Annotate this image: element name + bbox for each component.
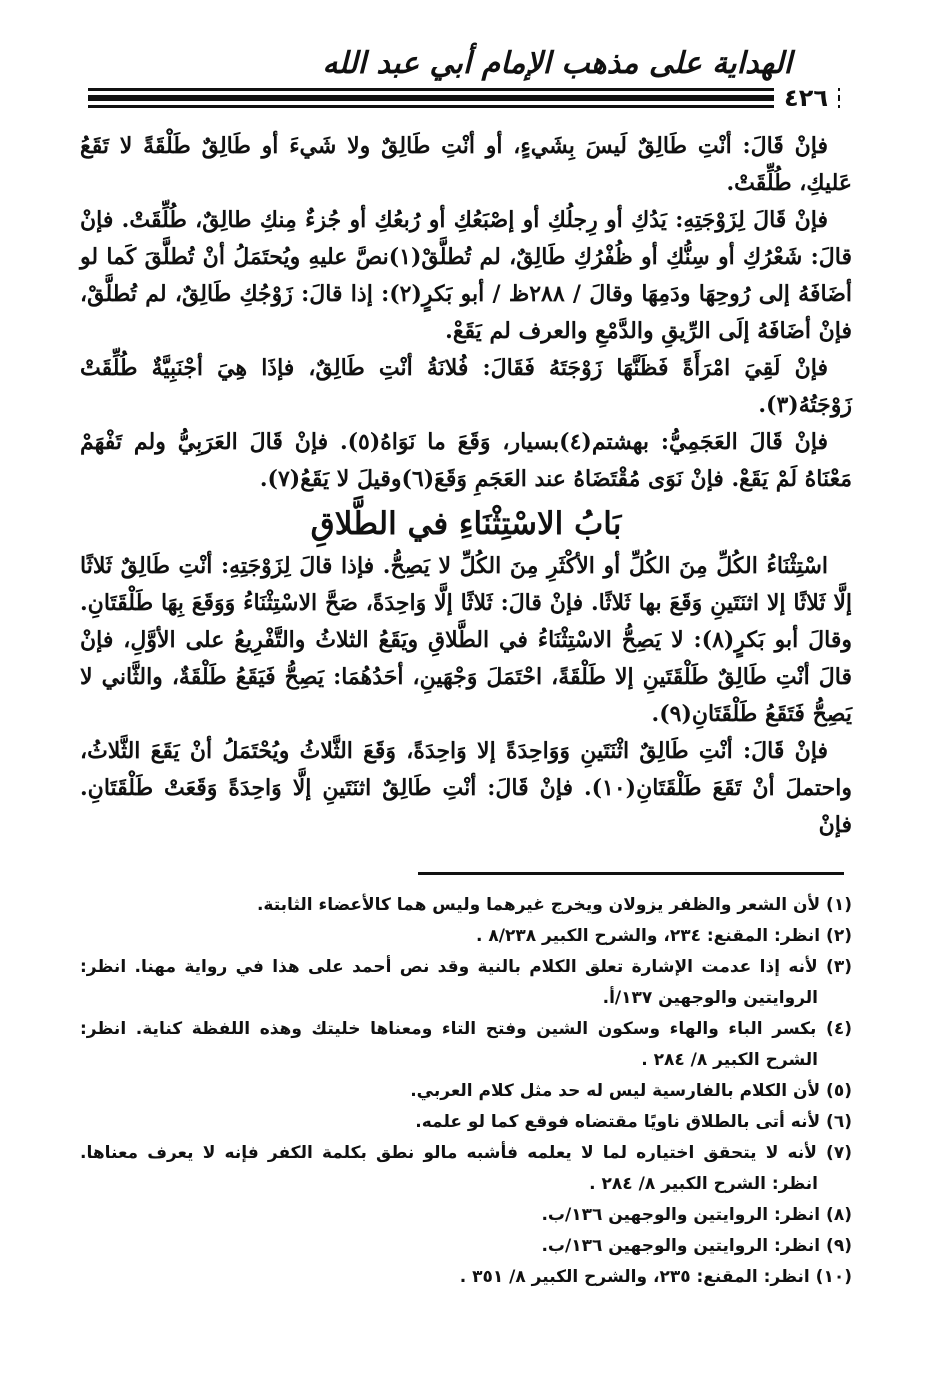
running-header-title: الهداية على مذهب الإمام أبي عبد الله	[322, 46, 792, 81]
footnote: (٣) لأنه إذا عدمت الإشارة تعلق الكلام بالنية وقد نص أحمد على هذا في رواية مهنا. انظر: الروايتين والوجهين ١٣٧/أ.	[80, 957, 852, 1008]
chapter-heading: بَابُ الاسْتِثْنَاءِ في الطَّلاقِ	[310, 506, 622, 542]
footnote: (٨) انظر: الروايتين والوجهين ١٣٦/ب.	[541, 1205, 852, 1225]
footnote: (٩) انظر: الروايتين والوجهين ١٣٦/ب.	[541, 1236, 852, 1256]
footnote: (٢) انظر: المقنع: ٢٣٤، والشرح الكبير ٨/٢٣٨ .	[476, 926, 852, 946]
footnote: (٥) لأن الكلام بالفارسية ليس له حد مثل كلام العربي.	[410, 1081, 852, 1101]
footnote: (١٠) انظر: المقنع: ٢٣٥، والشرح الكبير ٨/ ٣٥١ .	[459, 1267, 852, 1287]
footnote: (٧) لأنه لا يتحقق اختياره لما لا يعلمه فأشبه مالو نطق بكلمة الكفر فإنه لا يعرف معناها. انظر: الشرح الكبير ٨/ ٢٨٤ .	[80, 1143, 852, 1194]
footnote: (١) لأن الشعر والظفر يزولان ويخرج غيرهما وليس هما كالأعضاء الثابتة.	[256, 895, 852, 915]
page-number: ٤٢٦	[774, 84, 838, 112]
footnotes	[80, 890, 852, 1293]
paragraph: فإنْ قَالَ العَجَمِيُّ: بهشتم(٤)بسيار، وَقَعَ ما نَوَاهُ(٥). فإنْ قَالَ العَرَبِيُّ ولم تَفْهَمْ مَعْنَاهُ لَمْ يَقَعْ. فإنْ نَوَى مُقْتَضَاهُ عند العَجَمِ وَقَعَ(٦)وقيلَ لا يَقَعُ(٧).	[80, 429, 852, 492]
footnote: (٤) بكسر الباء والهاء وسكون الشين وفتح التاء ومعناها خليتك وهذه اللفظة كناية. انظر: الشرح الكبير ٨/ ٢٨٤ .	[80, 1019, 852, 1070]
header-rule-top	[88, 88, 840, 91]
footnote: (٦) لأنه أتى بالطلاق ناويًا مقتضاه فوقع كما لو علمه.	[415, 1112, 852, 1132]
header-rule-thick	[88, 95, 840, 101]
paragraph: اسْتِثْنَاءُ الكُلِّ مِنَ الكُلِّ أو الأكْثَرِ مِنَ الكُلِّ لا يَصِحُّ. فإذا قالَ لِزَوْجَتِهِ: أنْتِ طَالِقٌ ثَلاثًا إلَّا ثَلاثًا إلا اثنَتَينِ وَقَعَ بها ثَلاثًا. فإنْ قالَ: ثَلاثًا إلَّا وَاحِدَةً، صَحَّ الاسْتِثْنَاءُ وَوَقَعَ بِهَا طَلْقَتَانِ. وقالَ أبو بَكرٍ(٨): لا يَصِحُّ الاسْتِثْنَاءُ في الطَّلاقِ ويَقَعُ الثلاثُ والتَّفْرِيعُ على الأوَّلِ، فإنْ قالَ أنْتِ طَالِقٌ طَلْقَتَينِ إلا طَلْقَةً، احْتَمَلَ وَجْهَينِ، أحَدُهُمَا: يَصِحُّ فَيَقَعُ طَلْقَةٌ، والثَّاني لا يَصِحُّ فَتَقَعُ طَلْقَتَانِ(٩).	[80, 553, 852, 727]
paragraph: فإنْ لَقِيَ امْرَأَةً فَظَنَّهَا زَوْجَتَهُ فَقَالَ: فُلانَةُ أنْتِ طَالِقٌ، فإذَا هِيَ أجْنَبِيَّةٌ طُلِّقَتْ زَوْجَتُهُ(٣).	[80, 355, 852, 418]
paragraph: فإنْ قَالَ: أنْتِ طَالِقٌ لَيسَ بِشَيءٍ، أو أنْتِ طَالِقٌ ولا شَيءَ أو طَالِقٌ طَلْقَةً لا تَقَعُ عَليكِ، طُلِّقَتْ.	[80, 133, 852, 196]
paragraph: فإنْ قَالَ: أنْتِ طَالِقٌ اثْنَتَينِ وَوَاحِدَةً إلا وَاحِدَةً، وَقَعَ الثَّلاثُ ويُحْتَمَلُ أنْ يَقَعَ الثَّلاثُ، واحتملَ أنْ تَقَعَ طَلْقَتَانِ(١٠). فإنْ قَالَ: أنْتِ طَالِقٌ اثنَتَينِ إلَّا وَاحِدَةً وَقَعَتْ طَلْقَتَانِ. فإنْ	[80, 738, 852, 838]
header-rule-bottom	[88, 105, 840, 108]
main-text	[80, 128, 852, 844]
paragraph: فإنْ قَالَ لِزَوْجَتِهِ: يَدُكِ أو رِجلُكِ أو إصْبَعُكِ أو رُبعُكِ أو جُزءٌ مِنكِ طالِقٌ، طُلِّقَتْ. فإنْ قالَ: شَعْرُكِ أو سِنُّكِ أو ظُفْرُكِ طَالِقٌ، لم تُطلَّقْ(١)نصَّ عليهِ ويُحتَمَلُ أنْ تُطلَّقَ كَما لو أضَافَهُ إلى رُوحِهَا ودَمِهَا وقالَ / ٢٨٨ظ / أبو بَكرٍ(٢): إذا قالَ: زَوْجُكِ طَالِقٌ، لم تُطلَّقْ، فإنْ أضَافَهُ إلَى الرِّيقِ والدَّمْعِ والعرف لم يَقَعْ.	[80, 207, 852, 344]
footnote-separator	[418, 872, 844, 875]
